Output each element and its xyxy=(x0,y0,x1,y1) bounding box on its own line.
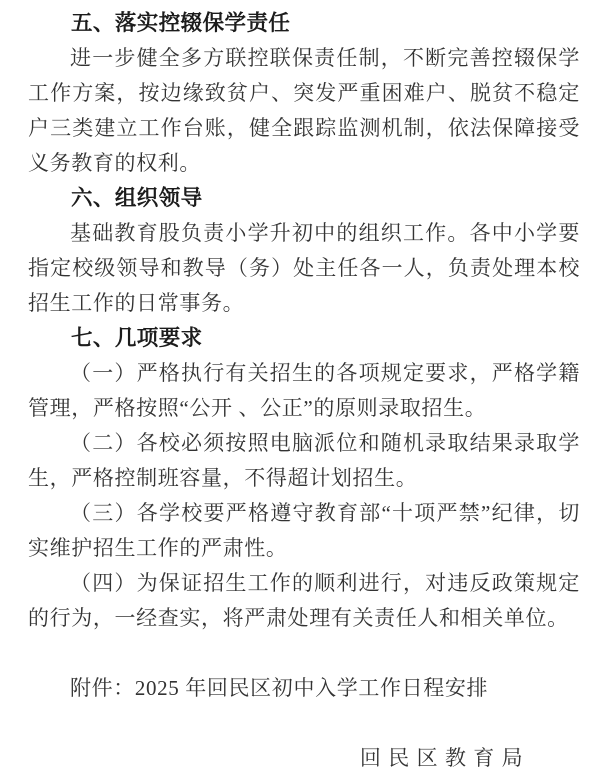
section-5-paragraph: 进一步健全多方联控联保责任制，不断完善控辍保学工作方案，按边缘致贫户、突发严重困难户、脱贫不稳定户三类建立工作台账，健全跟踪监测机制，依法保障接受义务教育的权利。 xyxy=(28,46,580,175)
section-6-heading: 六、组织领导 xyxy=(71,186,203,210)
section-5-heading: 五、落实控辍保学责任 xyxy=(71,11,291,35)
attachment-note: 附件：2025 年回民区初中入学工作日程安排 xyxy=(70,676,489,700)
section-7-item-3: （三）各学校要严格遵守教育部“十项严禁”纪律，切实维护招生工作的严肃性。 xyxy=(28,501,580,560)
section-6-paragraph: 基础教育股负责小学升初中的组织工作。各中小学要指定校级领导和教导（务）处主任各一人，负责处理本校招生工作的日常事务。 xyxy=(28,221,580,315)
section-7-item-2: （二）各校必须按照电脑派位和随机录取结果录取学生，严格控制班容量，不得超计划招生。 xyxy=(28,431,580,490)
issuer-signature: 回民区教育局 xyxy=(359,746,530,768)
section-7-item-1: （一）严格执行有关招生的各项规定要求，严格学籍管理，严格按照“公开 、公正”的原则录取招生。 xyxy=(28,361,580,420)
section-7-heading: 七、几项要求 xyxy=(71,326,203,350)
section-7-item-4: （四）为保证招生工作的顺利进行，对违反政策规定的行为，一经查实，将严肃处理有关责任人和相关单位。 xyxy=(28,571,580,630)
